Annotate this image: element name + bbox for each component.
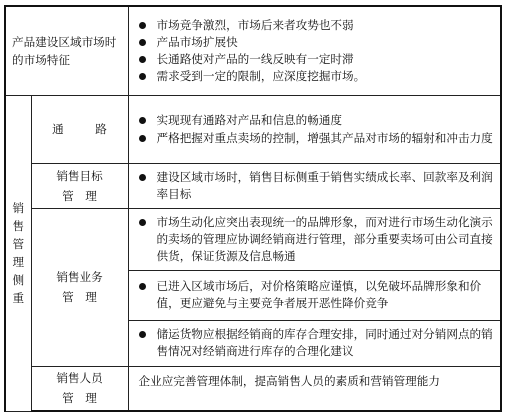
bullet-list bbox=[129, 278, 501, 312]
row-content-cell bbox=[128, 270, 501, 320]
bullet-dot-icon bbox=[139, 219, 146, 226]
focus-row-target bbox=[5, 163, 501, 208]
bullet-item: 长通路使对产品的一线反映有一定时滞 bbox=[137, 51, 497, 68]
focus-row-channel bbox=[5, 95, 501, 163]
bullet-item: 严格把握对重点卖场的控制，增强其产品对市场的辐射和冲击力度 bbox=[137, 130, 497, 147]
row-label: 管 理 bbox=[62, 188, 97, 203]
feature-row bbox=[5, 6, 501, 95]
bullet-dot-icon bbox=[139, 73, 146, 80]
row-label: 销售目标 bbox=[56, 168, 103, 183]
row-content-cell bbox=[128, 208, 501, 270]
focus-header-cell bbox=[5, 95, 31, 411]
bullet-item: 产品市场扩展快 bbox=[137, 34, 497, 51]
row-label-cell bbox=[31, 208, 128, 366]
bullet-dot-icon bbox=[139, 22, 146, 29]
row-content-cell bbox=[128, 163, 501, 208]
row-label-cell bbox=[31, 366, 128, 411]
row-label: 通 路 bbox=[52, 122, 117, 136]
row-content-cell bbox=[128, 95, 501, 163]
bullet-dot-icon bbox=[139, 283, 146, 290]
row-content-cell bbox=[128, 320, 501, 366]
row-label-cell bbox=[31, 95, 128, 163]
row-label-cell bbox=[31, 163, 128, 208]
feature-header-text: 产品建设区域市场时的市场特征 bbox=[12, 34, 117, 67]
bullet-dot-icon bbox=[139, 56, 146, 63]
bullet-item: 实现现有通路对产品和信息的畅通度 bbox=[137, 112, 497, 129]
bullet-list bbox=[129, 214, 501, 265]
bullet-dot-icon bbox=[139, 331, 146, 338]
feature-bullet-list bbox=[129, 17, 501, 85]
bullet-dot-icon bbox=[139, 135, 146, 142]
row-content-cell bbox=[128, 366, 501, 411]
bullet-item: 已进入区域市场后，对价格策略应谨慎，以免破坏品牌形象和价值，更应避免与主要竞争者展开恶性降价竞争 bbox=[137, 278, 497, 312]
bullet-list bbox=[129, 169, 501, 203]
bullet-list bbox=[129, 326, 501, 360]
row-label: 销售人员 bbox=[56, 371, 103, 386]
row-label: 管 理 bbox=[62, 391, 97, 406]
bullet-item: 建设区域市场时，销售目标侧重于销售实绩成长率、回款率及利润率目标 bbox=[137, 169, 497, 203]
focus-row-personnel bbox=[5, 366, 501, 411]
focus-header-text: 销售管理侧重 bbox=[12, 201, 25, 305]
bullet-item: 需求受到一定的限制，应深度挖掘市场。 bbox=[137, 68, 497, 85]
bullet-list bbox=[129, 112, 501, 147]
row-label: 销售业务 bbox=[56, 270, 103, 284]
row-label: 管 理 bbox=[62, 290, 97, 304]
focus-row-business bbox=[5, 208, 501, 270]
feature-bullets-cell bbox=[128, 6, 501, 95]
bullet-dot-icon bbox=[139, 39, 146, 46]
feature-header-cell bbox=[5, 6, 128, 95]
row-text: 企业应完善管理体制，提高销售人员的素质和营销管理能力 bbox=[138, 373, 440, 388]
bullet-dot-icon bbox=[139, 174, 146, 181]
bullet-item: 储运货物应根据经销商的库存合理安排，同时通过对分销网点的销售情况对经销商进行库存的合理化建议 bbox=[137, 326, 497, 360]
bullet-item: 市场生动化应突出表现统一的品牌形象，而对进行市场生动化演示的卖场的管理应协调经销商进行管理，部分重要卖场可由公司直接供货，保证货源及信息畅通 bbox=[137, 214, 497, 265]
bullet-dot-icon bbox=[139, 117, 146, 124]
bullet-item: 市场竞争激烈，市场后来者攻势也不弱 bbox=[137, 17, 497, 34]
market-management-table bbox=[4, 5, 502, 412]
